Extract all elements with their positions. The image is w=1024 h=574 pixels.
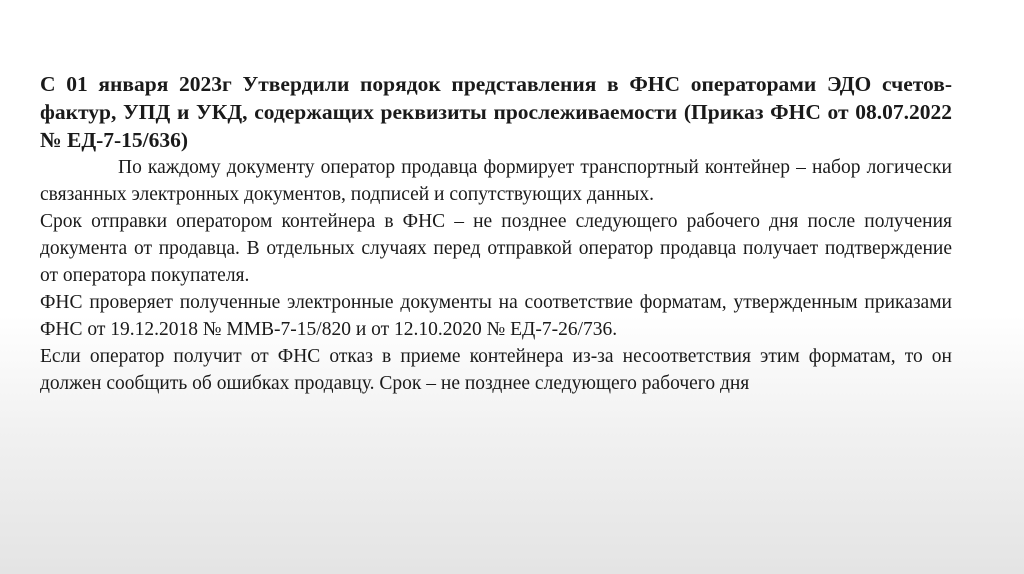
- slide-heading: С 01 января 2023г Утвердили порядок представления в ФНС операторами ЭДО счетов-фактур, УПД и УКД, содержащих реквизиты прослеживаемости (Приказ ФНС от 08.07.2022 № ЕД-7-15/636): [40, 72, 952, 152]
- paragraph-format-check: ФНС проверяет полученные электронные документы на соответствие форматам, утвержденным приказами ФНС от 19.12.2018 № ММВ-7-15/820 и от 12.10.2020 № ЕД-7-26/736.: [40, 292, 952, 340]
- paragraph-sending-deadline: Срок отправки оператором контейнера в ФНС – не позднее следующего рабочего дня после получения документа от продавца. В отдельных случаях перед отправкой оператор продавца получает подтверждение от оператора покупателя.: [40, 211, 952, 286]
- paragraph-transport-container: По каждому документу оператор продавца формирует транспортный контейнер – набор логически связанных электронных документов, подписей и сопутствующих данных.: [40, 157, 952, 205]
- paragraph-rejection-notice: Если оператор получит от ФНС отказ в приеме контейнера из-за несоответствия этим форматам, то он должен сообщить об ошибках продавцу. Срок – не позднее следующего рабочего дня: [40, 346, 952, 394]
- slide-content: [40, 70, 952, 397]
